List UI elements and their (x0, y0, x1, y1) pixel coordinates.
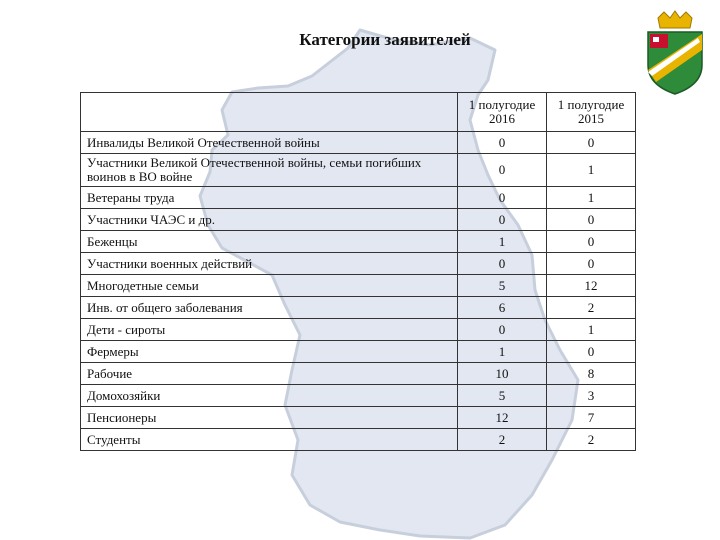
value-2016: 0 (458, 319, 547, 341)
applicant-categories-table (80, 92, 636, 451)
table-row (81, 319, 636, 341)
value-2015: 7 (547, 407, 636, 429)
value-2016: 10 (458, 363, 547, 385)
table-row (81, 275, 636, 297)
value-2016: 2 (458, 429, 547, 451)
value-2015: 0 (547, 341, 636, 363)
category-cell: Инвалиды Великой Отечественной войны (81, 132, 458, 154)
coat-of-arms-emblem (640, 10, 710, 95)
value-2015: 1 (547, 187, 636, 209)
category-cell: Фермеры (81, 341, 458, 363)
header-2016: 1 полугодие 2016 (458, 93, 547, 132)
value-2015: 0 (547, 231, 636, 253)
value-2015: 0 (547, 209, 636, 231)
value-2015: 8 (547, 363, 636, 385)
category-cell: Многодетные семьи (81, 275, 458, 297)
table-row (81, 209, 636, 231)
value-2015: 1 (547, 319, 636, 341)
category-cell: Инв. от общего заболевания (81, 297, 458, 319)
category-cell: Участники военных действий (81, 253, 458, 275)
value-2016: 0 (458, 253, 547, 275)
header-2015: 1 полугодие 2015 (547, 93, 636, 132)
table-row (81, 341, 636, 363)
table-row (81, 253, 636, 275)
value-2016: 0 (458, 154, 547, 187)
value-2016: 0 (458, 187, 547, 209)
value-2016: 5 (458, 385, 547, 407)
value-2016: 1 (458, 231, 547, 253)
category-cell: Студенты (81, 429, 458, 451)
table-row (81, 297, 636, 319)
table-row (81, 385, 636, 407)
category-cell: Пенсионеры (81, 407, 458, 429)
value-2016: 12 (458, 407, 547, 429)
table-row (81, 187, 636, 209)
header-category (81, 93, 458, 132)
category-cell: Ветераны труда (81, 187, 458, 209)
value-2015: 0 (547, 132, 636, 154)
page-title: Категории заявителей (299, 30, 471, 49)
value-2015: 12 (547, 275, 636, 297)
category-cell: Участники Великой Отечественной войны, семьи погибших воинов в ВО войне (81, 154, 458, 187)
table-row (81, 231, 636, 253)
category-cell: Рабочие (81, 363, 458, 385)
value-2016: 0 (458, 209, 547, 231)
value-2015: 2 (547, 429, 636, 451)
category-cell: Беженцы (81, 231, 458, 253)
value-2015: 3 (547, 385, 636, 407)
table-row (81, 132, 636, 154)
value-2016: 0 (458, 132, 547, 154)
value-2016: 5 (458, 275, 547, 297)
table-row (81, 154, 636, 187)
value-2016: 1 (458, 341, 547, 363)
value-2016: 6 (458, 297, 547, 319)
table-header-row (81, 93, 636, 132)
category-cell: Участники ЧАЭС и др. (81, 209, 458, 231)
value-2015: 0 (547, 253, 636, 275)
category-cell: Домохозяйки (81, 385, 458, 407)
table-row (81, 407, 636, 429)
table-row (81, 363, 636, 385)
category-cell: Дети - сироты (81, 319, 458, 341)
value-2015: 1 (547, 154, 636, 187)
value-2015: 2 (547, 297, 636, 319)
table-row (81, 429, 636, 451)
